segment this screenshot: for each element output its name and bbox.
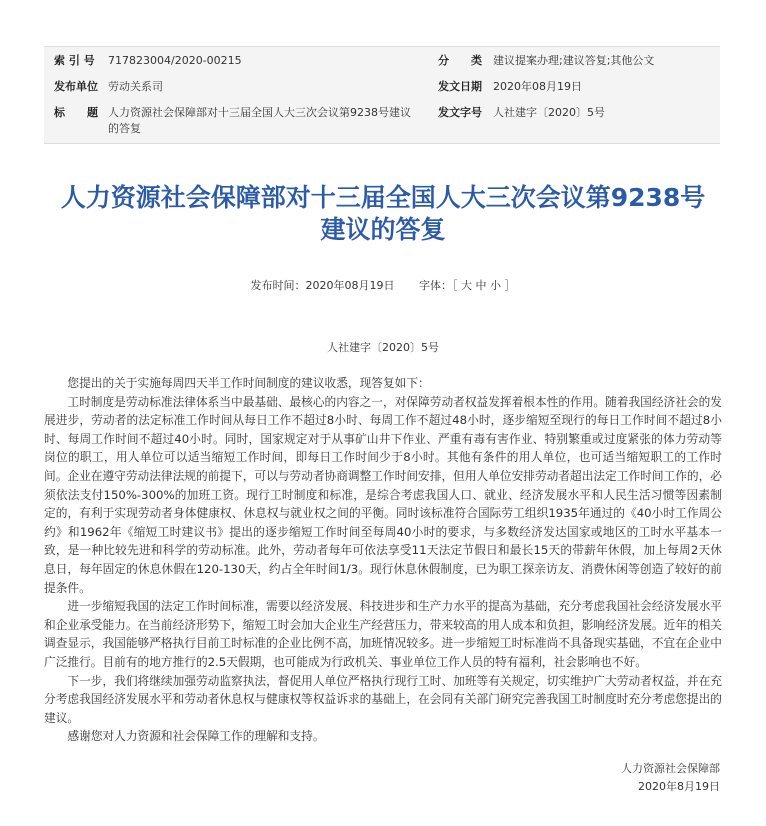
font-large-link[interactable]: 大 xyxy=(460,279,472,292)
font-size-bracket: ］ xyxy=(504,279,516,292)
issuer-label: 发布单位 xyxy=(54,80,98,93)
paragraph: 您提出的关于实施每周四天半工作时间制度的建议收悉，现答复如下： xyxy=(67,376,430,390)
category-value: 建议提案办理;建议答复;其他公文 xyxy=(493,54,655,67)
issuer-value: 劳动关系司 xyxy=(108,80,163,93)
font-medium-link[interactable]: 中 xyxy=(475,279,487,292)
document-number: 人社建字〔2020〕5号 xyxy=(327,341,439,354)
metadata-table xyxy=(44,46,720,144)
index-label: 索 引 号 xyxy=(54,54,95,67)
publish-info xyxy=(0,278,766,294)
signature-org: 人力资源社会保障部 xyxy=(621,761,720,775)
date-label: 发文日期 xyxy=(438,80,482,93)
font-size-label: 字体：［ xyxy=(418,279,458,292)
page-title xyxy=(40,182,726,246)
paragraph: 感谢您对人力资源和社会保障工作的理解和支持。 xyxy=(67,729,325,744)
signature-date: 2020年8月19日 xyxy=(638,779,720,793)
paragraph: 下一步，我们将继续加强劳动监察执法，督促用人单位严格执行现行工时、加班等有关规定，切实维护广大劳动者权益，并在充分考虑我国经济发展水平和劳动者休息权与健康权等权益诉求的基础上，在会同有关部门研究完善我国工时制度时充分考虑您提出的建议。 xyxy=(44,673,722,725)
publish-date: 发布时间：2020年08月19日 xyxy=(250,279,395,292)
index-value: 717823004/2020-00215 xyxy=(108,54,242,67)
paragraph: 进一步缩短我国的法定工作时间标准，需要以经济发展、科技进步和生产力水平的提高为基础，充分考虑我国社会经济发展水平和企业承受能力。在当前经济形势下，缩短工时会加大企业生产经营压力，带来较高的用人成本和负担，影响经济发展。近年的相关调查显示，我国能够严格执行目前工时标准的企业比例不高，加班情况较多。进一步缩短工时标准尚不具备现实基础，不宜在企业中广泛推行。目前有的地方推行的2.5天假期，也可能成为行政机关、事业单位工作人员的特有福利，社会影响也不好。 xyxy=(44,599,722,669)
title-line-1: 人力资源社会保障部对十三届全国人大三次会议第9238号 xyxy=(60,183,706,212)
signature-block xyxy=(0,760,720,796)
document-body xyxy=(44,374,722,746)
docno-label: 发文字号 xyxy=(438,106,482,119)
docno-value: 人社建字〔2020〕5号 xyxy=(493,106,605,119)
date-value: 2020年08月19日 xyxy=(493,80,582,93)
category-label: 分 类 xyxy=(438,54,482,67)
title-label: 标 题 xyxy=(54,106,98,119)
title-line-2: 建议的答复 xyxy=(320,215,446,244)
font-small-link[interactable]: 小 xyxy=(489,279,501,292)
title-value: 人力资源社会保障部对十三届全国人大三次会议第9238号建议的答复 xyxy=(108,106,411,135)
paragraph: 工时制度是劳动标准法律体系当中最基础、最核心的内容之一，对保障劳动者权益发挥着根本性的作用。随着我国经济社会的发展进步，劳动者的法定标准工作时间从每日工作不超过8小时、每周工作不超过48小时，逐步缩短至现行的每日工作时间不超过8小时、每周工作时间不超过40小时。同时，国家规定对于从事矿山井下作业、严重有毒有害作业、特别繁重或过度紧张的体力劳动等岗位的职工，用人单位可以适当缩短工作时间，即每日工作时间少于8小时。其他有条件的用人单位，也可适当缩短职工的工作时间。企业在遵守劳动法律法规的前提下，可以与劳动者协商调整工作时间安排，但用人单位安排劳动者超出法定工作时间工作的，必须依法支付150%-300%的加班工资。现行工时制度和标准，是综合考虑我国人口、就业、经济发展水平和人民生活习惯等因素制定的，有利于实现劳动者身体健康权、休息权与就业权之间的平衡。同时该标准符合国际劳工组织1935年通过的《40小时工作周公约》和1962年《缩短工时建议书》提出的逐步缩短工作时间至每周40小时的要求，与多数经济发达国家或地区的工时水平基本一致，是一种比较先进和科学的劳动标准。此外，劳动者每年可依法享受11天法定节假日和最长15天的带薪年休假，加上每周2天休息日，每年固定的休息休假在120-130天，约占全年时间1/3。现行休息休假制度，已为职工探亲访友、消费休闲等创造了较好的前提条件。 xyxy=(44,394,722,595)
